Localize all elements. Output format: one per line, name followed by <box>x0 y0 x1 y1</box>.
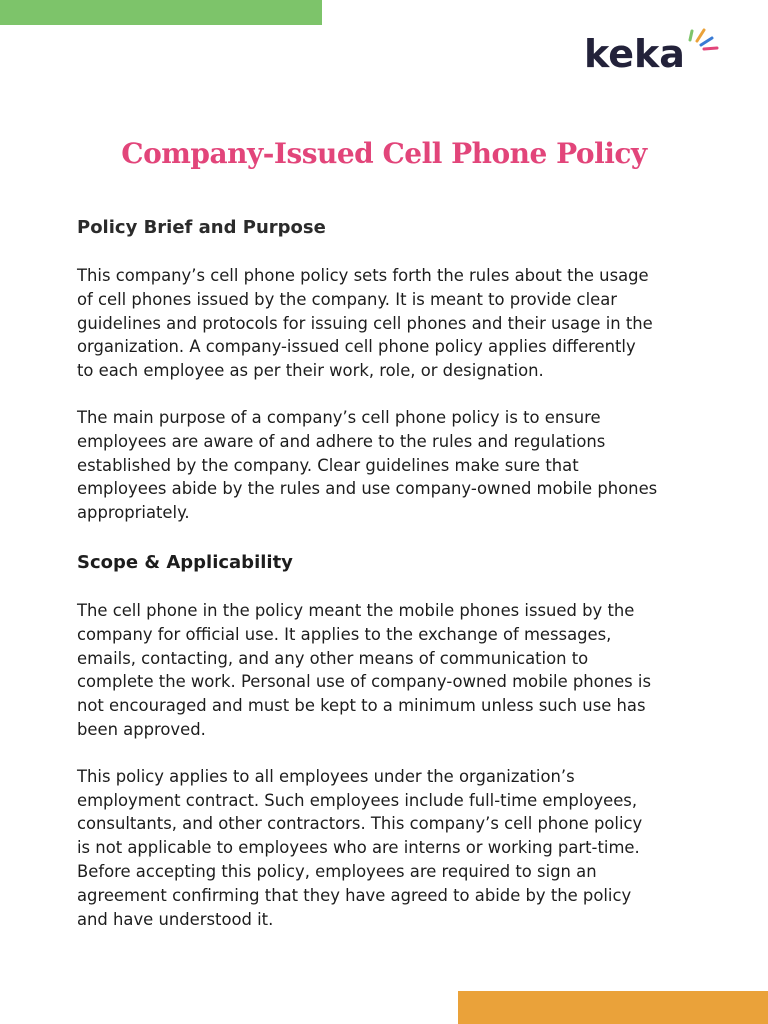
bottom-accent-bar <box>458 991 768 1024</box>
paragraph: This company’s cell phone policy sets forth the rules about the usage of cell phones issued by the company. It is meant to provide clear guidelines and protocols for issuing cell phones and their usage in the organization. A company-issued cell phone policy applies differently to each employee as per their work, role, or designation. <box>77 266 653 381</box>
keka-logo <box>584 26 724 76</box>
document-body <box>77 214 697 931</box>
paragraph: This policy applies to all employees under the organization’s employment contract. Such employees include full-time employees, consultants, and other contractors. This company’s cell phone policy is not applicable to employees who are interns or working part-time. Before accepting this policy, employees are required to sign an agreement confirming that they have agreed to abide by the policy and have understood it. <box>77 766 643 929</box>
section-heading-policy-brief: Policy Brief and Purpose <box>77 217 326 238</box>
logo-rays-icon <box>682 26 722 56</box>
paragraph: The main purpose of a company’s cell phone policy is to ensure employees are aware of and adhere to the rules and regulations established by the company. Clear guidelines make sure that employees abide by the rules and use company-owned mobile phones appropriately. <box>77 407 658 523</box>
paragraph: The cell phone in the policy meant the mobile phones issued by the company for official use. It applies to the exchange of messages, emails, contacting, and any other means of communication to complete the work. Personal use of company-owned mobile phones is not encouraged and must be kept to a minimum unless such use has been approved. <box>77 600 652 739</box>
document-title: Company-Issued Cell Phone Policy <box>121 137 647 170</box>
logo-wordmark: keka <box>584 32 685 76</box>
top-accent-bar <box>0 0 322 25</box>
section-heading-scope: Scope & Applicability <box>77 551 293 573</box>
